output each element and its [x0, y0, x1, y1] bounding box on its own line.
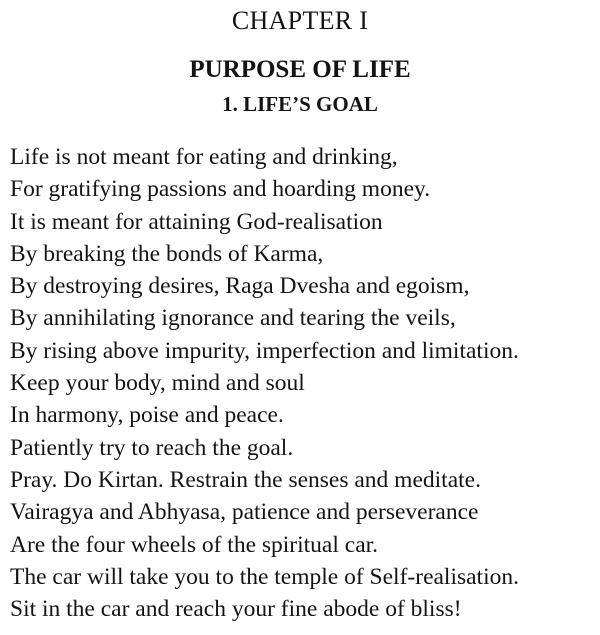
poem-line: Life is not meant for eating and drinking, — [10, 144, 398, 170]
poem-text — [10, 141, 595, 625]
page-title: PURPOSE OF LIFE — [189, 56, 411, 83]
poem-line: By breaking the bonds of Karma, — [10, 240, 324, 267]
chapter-heading: CHAPTER I — [231, 6, 369, 35]
poem-line: Vairagya and Abhyasa, patience and perseverance — [10, 499, 479, 526]
poem-line: In harmony, poise and peace. — [10, 402, 284, 429]
poem-line: By destroying desires, Raga Dvesha and egoism, — [10, 273, 470, 300]
poem-line: For gratifying passions and hoarding money. — [10, 176, 431, 203]
poem-line: Keep your body, mind and soul — [10, 370, 305, 397]
section-heading: 1. LIFE’S GOAL — [222, 92, 378, 116]
poem-line: Pray. Do Kirtan. Restrain the senses and meditate. — [10, 466, 481, 493]
poem-line: By rising above impurity, imperfection and limitation. — [10, 337, 519, 364]
poem-line: Sit in the car and reach your fine abode of bliss! — [10, 596, 462, 623]
poem-line: It is meant for attaining God-realisation — [10, 208, 383, 235]
poem-line: Are the four wheels of the spiritual car. — [10, 531, 379, 558]
poem-line: Patiently try to reach the goal. — [10, 434, 294, 461]
poem-line: The car will take you to the temple of Self-realisation. — [10, 563, 519, 590]
poem-line: By annihilating ignorance and tearing the veils, — [10, 305, 456, 332]
